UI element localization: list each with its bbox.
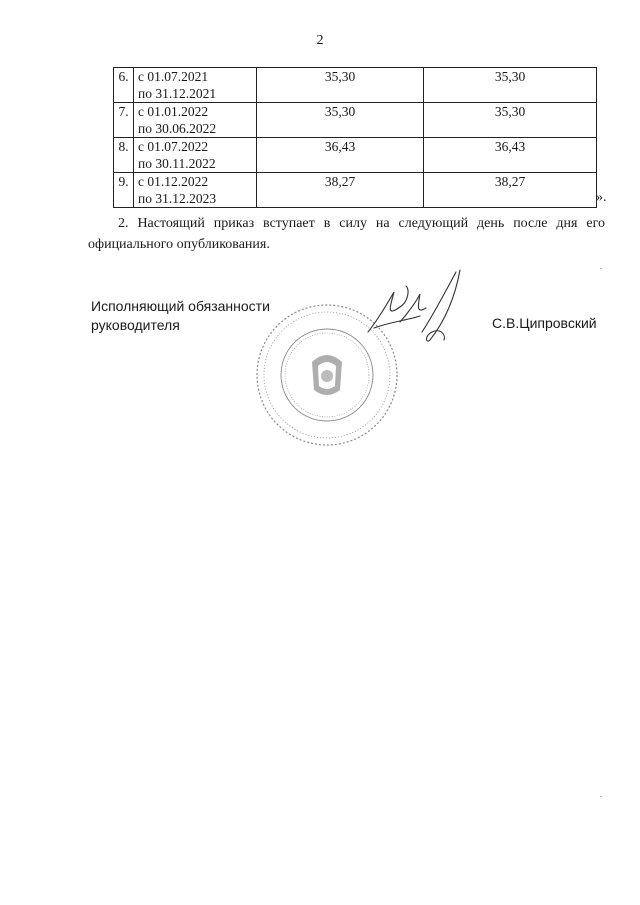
row-value-b: 38,27 [424,173,597,208]
signatory-position-line2: руководителя [91,317,180,333]
period-from: с 01.07.2021 [138,69,209,84]
rates-table [113,67,597,208]
row-value-a: 35,30 [257,103,424,138]
row-value-a: 35,30 [257,68,424,103]
table-row [114,68,597,103]
period-to: по 31.12.2023 [138,191,217,206]
period-to: по 30.06.2022 [138,121,217,136]
paragraph-effective-date: 2. Настоящий приказ вступает в силу на следующий день после дня его официального опубликования. [88,216,605,252]
row-value-a: 38,27 [257,173,424,208]
row-value-b: 35,30 [424,103,597,138]
signatory-position [91,297,270,335]
closing-quote: ». [596,190,607,205]
row-number: 9. [114,173,134,208]
row-number: 8. [114,138,134,173]
row-value-b: 35,30 [424,68,597,103]
row-period [134,103,257,138]
row-period [134,138,257,173]
page-number: 2 [316,33,324,48]
row-period [134,173,257,208]
table-row [114,103,597,138]
row-number: 7. [114,103,134,138]
row-period [134,68,257,103]
row-value-a: 36,43 [257,138,424,173]
handwritten-signature [360,262,480,352]
row-value-b: 36,43 [424,138,597,173]
row-number: 6. [114,68,134,103]
signatory-name: С.В.Ципровский [492,315,597,331]
table-row [114,173,597,208]
period-to: по 30.11.2022 [138,156,216,171]
signatory-position-line1: Исполняющий обязанности [91,298,270,314]
period-from: с 01.01.2022 [138,104,209,119]
table-row [114,138,597,173]
period-from: с 01.12.2022 [138,174,209,189]
period-to: по 31.12.2021 [138,86,217,101]
period-from: с 01.07.2022 [138,139,209,154]
